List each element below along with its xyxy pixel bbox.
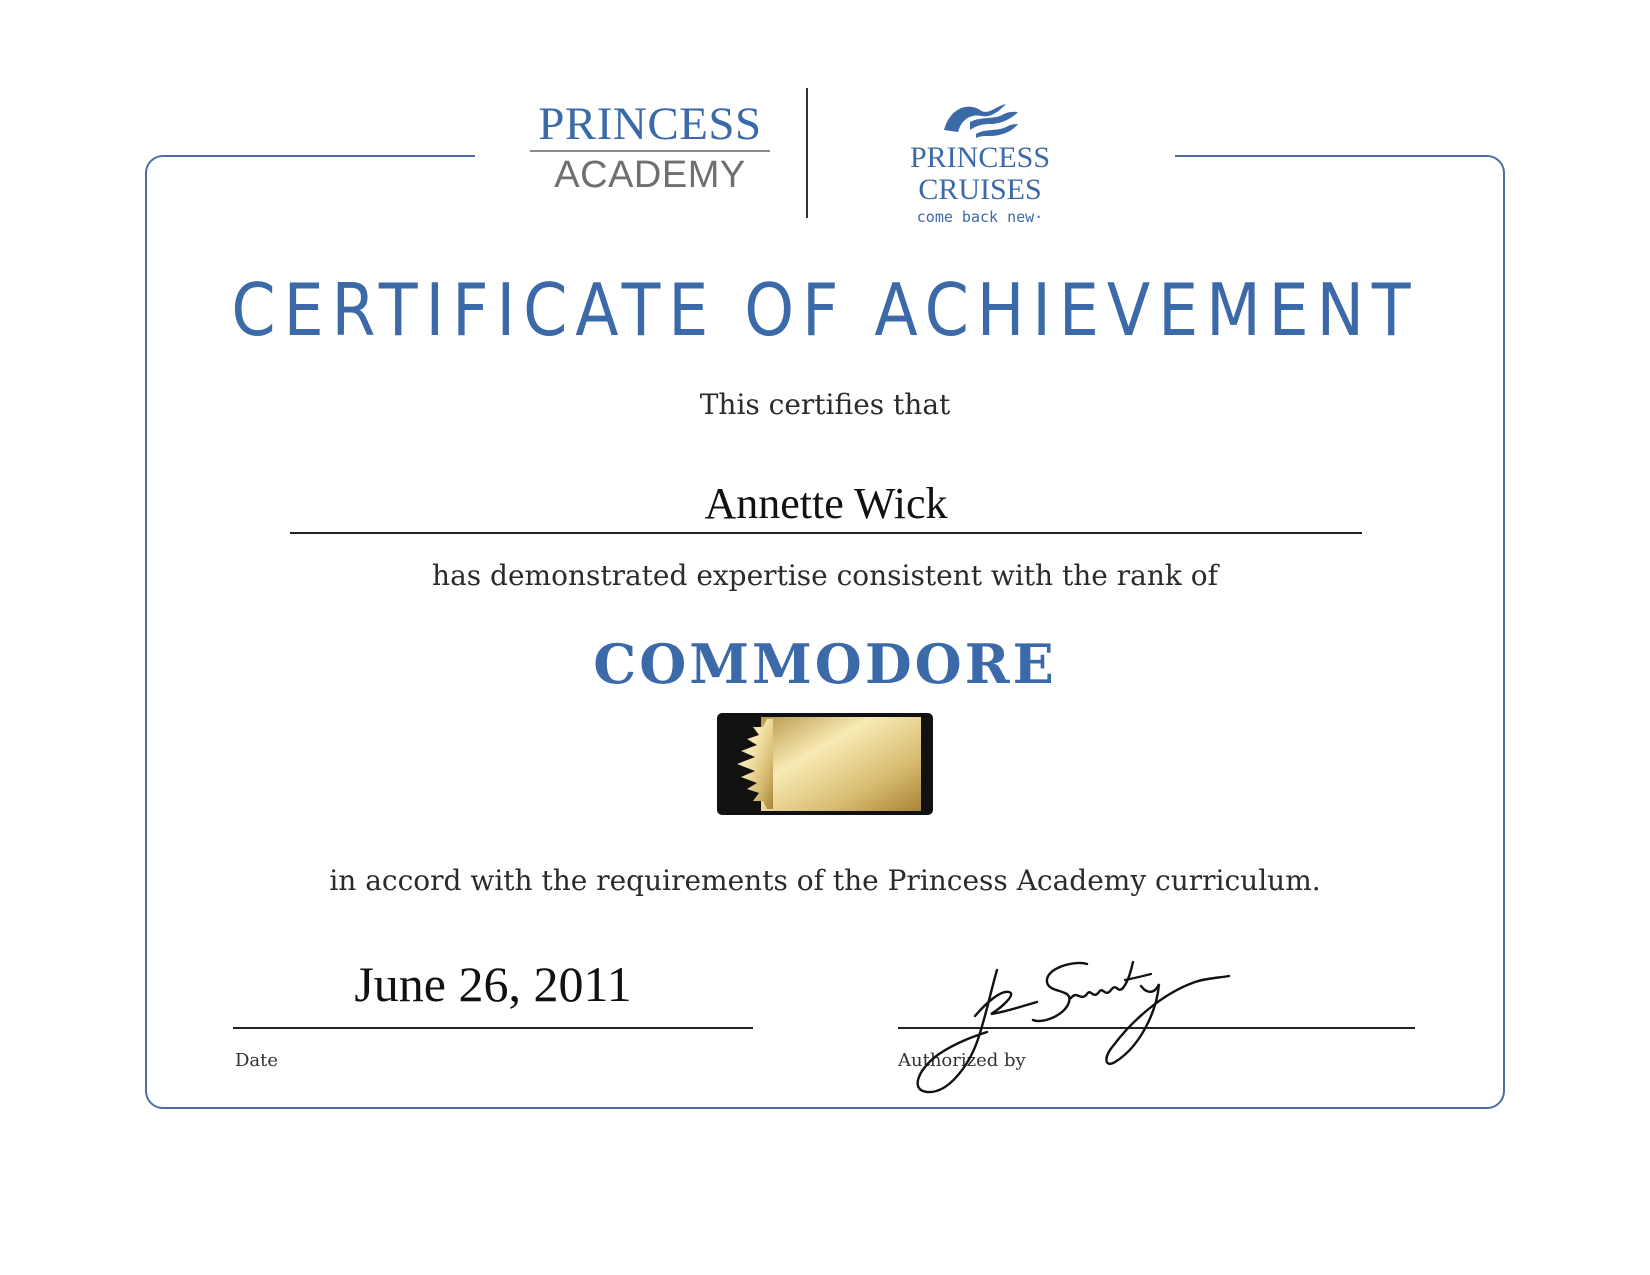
princess-wave-icon [940, 100, 1020, 140]
cruises-logo-name: PRINCESS CRUISES [909, 141, 1051, 206]
rank-title: COMMODORE [593, 632, 1057, 696]
academy-logo-top: PRINCESS [538, 98, 762, 150]
date-underline [233, 1027, 753, 1029]
recipient-underline [290, 532, 1362, 534]
date-caption: Date [235, 1050, 279, 1071]
authorized-caption: Authorized by [898, 1050, 1026, 1071]
academy-logo-rule [530, 150, 770, 152]
certificate-title: CERTIFICATE OF ACHIEVEMENT [231, 268, 1419, 352]
handwritten-signature [905, 950, 1245, 1100]
commodore-rank-badge-icon [717, 713, 933, 815]
expertise-text: has demonstrated expertise consistent with the rank of [432, 559, 1218, 592]
recipient-name: Annette Wick [704, 479, 948, 528]
date-value: June 26, 2011 [354, 956, 632, 1012]
certifies-text: This certifies that [699, 388, 951, 421]
academy-logo-bottom: ACADEMY [554, 154, 746, 196]
cruises-logo-tagline: come back new· [916, 208, 1044, 226]
princess-academy-logo [530, 100, 770, 195]
accord-text: in accord with the requirements of the Princess Academy curriculum. [329, 864, 1321, 897]
princess-cruises-logo [850, 100, 1110, 226]
logo-divider [806, 88, 808, 218]
